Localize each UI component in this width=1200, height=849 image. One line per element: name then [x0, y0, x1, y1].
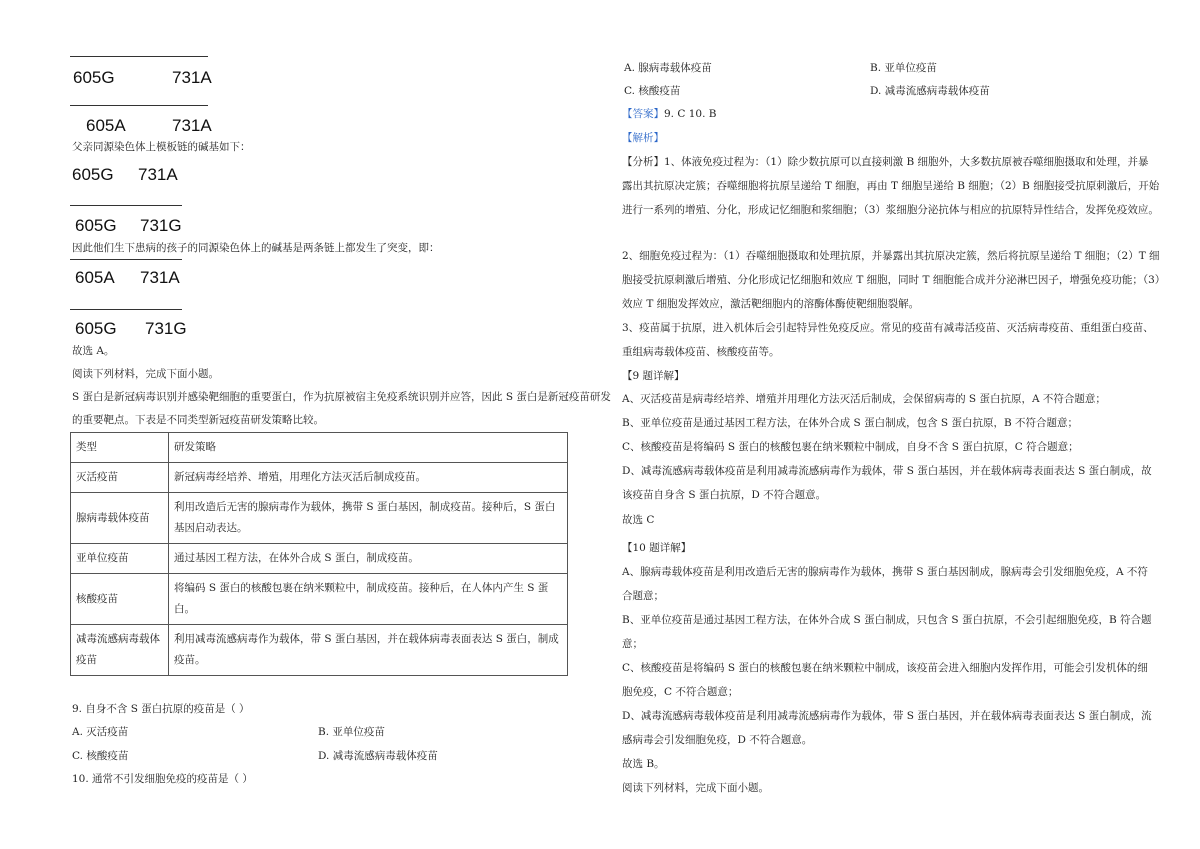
table-header-row	[71, 433, 568, 463]
q10-option-c: C. 核酸疫苗	[624, 85, 681, 97]
intro-line: 的重要靶点。下表是不同类型新冠疫苗研发策略比较。	[72, 414, 324, 426]
vaccine-table	[70, 432, 568, 676]
answer-label: 【答案】	[622, 108, 664, 120]
table-cell: 减毒流感病毒载体疫苗	[71, 625, 169, 676]
base-605: 605G	[75, 216, 117, 235]
base-731: 731A	[140, 268, 180, 287]
table-cell: 核酸疫苗	[71, 574, 169, 625]
q10-option-b: B. 亚单位疫苗	[870, 62, 937, 74]
q10-detail-line: C、核酸疫苗是将编码 S 蛋白的核酸包裹在纳米颗粒中制成，该疫苗会进入细胞内发挥作用，可能会引发机体的细	[622, 662, 1148, 674]
table-row	[71, 463, 568, 493]
strand-line	[70, 56, 208, 57]
answer-a: 故选 A。	[72, 345, 115, 357]
base-605: 605A	[75, 268, 115, 287]
base-605: 605G	[73, 68, 115, 87]
table-cell: 新冠病毒经培养、增殖，用理化方法灭活后制成疫苗。	[169, 463, 568, 493]
analysis-line: 露出其抗原决定簇；吞噬细胞将抗原呈递给 T 细胞，再由 T 细胞呈递给 B 细胞；（2）B 细胞接受抗原刺激后，开始	[622, 180, 1160, 192]
question-9: 9. 自身不含 S 蛋白抗原的疫苗是（ ）	[72, 703, 250, 715]
answer-line	[622, 107, 716, 121]
table-header: 类型	[71, 433, 169, 463]
q9-pick: 故选 C	[622, 514, 655, 526]
father-text: 父亲同源染色体上模板链的碱基如下：	[72, 141, 251, 153]
cell-immunity-line: 2、细胞免疫过程为：（1）吞噬细胞摄取和处理抗原，并暴露出其抗原决定簇，然后将抗原呈递给 T 细胞；（2）T 细	[622, 250, 1160, 262]
base-731: 731A	[172, 68, 212, 87]
q9-option-a: A. 灭活疫苗	[72, 726, 129, 738]
analysis-line: 进行一系列的增殖、分化，形成记忆细胞和浆细胞；（3）浆细胞分泌抗体与相应的抗原特异性结合，发挥免疫效应。	[622, 204, 1159, 216]
q10-detail-line: 感病毒会引发细胞免疫，D 不符合题意。	[622, 734, 813, 746]
cell-immunity-line: 胞接受抗原刺激后增殖、分化形成记忆细胞和效应 T 细胞，同时 T 细胞能合成并分泌淋巴因子，增强免疫功能；（3）	[622, 274, 1166, 286]
strand-line	[70, 309, 182, 310]
base-605: 605A	[86, 116, 126, 135]
question-10: 10. 通常不引发细胞免疫的疫苗是（ ）	[72, 773, 253, 785]
table-cell: 亚单位疫苗	[71, 544, 169, 574]
q10-detail-line: D、减毒流感病毒载体疫苗是利用减毒流感病毒作为载体，带 S 蛋白基因，并在载体病毒表面表达 S 蛋白制成，流	[622, 710, 1152, 722]
table-row	[71, 625, 568, 676]
answer-value: 9. C 10. B	[664, 108, 717, 120]
q9-option-b: B. 亚单位疫苗	[318, 726, 385, 738]
q9-detail-line: D、减毒流感病毒载体疫苗是利用减毒流感病毒作为载体，带 S 蛋白基因，并在载体病毒表面表达 S 蛋白制成，故	[622, 465, 1152, 477]
q10-detail-line: 合题意；	[622, 590, 664, 602]
table-row	[71, 574, 568, 625]
table-cell: 将编码 S 蛋白的核酸包裹在纳米颗粒中，制成疫苗。接种后，在人体内产生 S 蛋白。	[169, 574, 568, 625]
vaccine-line: 3、疫苗属于抗原，进入机体后会引起特异性免疫反应。常见的疫苗有减毒活疫苗、灭活病毒疫苗、重组蛋白疫苗、	[622, 322, 1154, 334]
q9-option-d: D. 减毒流感病毒载体疫苗	[318, 750, 438, 762]
q10-detail-label: 【10 题详解】	[622, 542, 692, 554]
base-605: 605G	[75, 319, 117, 338]
table-cell: 利用减毒流感病毒作为载体，带 S 蛋白基因，并在载体病毒表面表达 S 蛋白，制成疫苗。	[169, 625, 568, 676]
q9-detail-line: A、灭活疫苗是病毒经培养、增殖并用理化方法灭活后制成，会保留病毒的 S 蛋白抗原，A 不符合题意；	[622, 393, 1106, 405]
base-605: 605G	[72, 165, 114, 184]
q10-detail-line: A、腺病毒载体疫苗是利用改造后无害的腺病毒作为载体，携带 S 蛋白基因制成，腺病毒会引发细胞免疫，A 不符	[622, 566, 1148, 578]
table-cell: 灭活疫苗	[71, 463, 169, 493]
q10-option-a: A. 腺病毒载体疫苗	[624, 62, 712, 74]
intro-line: S 蛋白是新冠病毒识别并感染靶细胞的重要蛋白，作为抗原被宿主免疫系统识别并应答，因此 S 蛋白是新冠疫苗研发	[72, 391, 611, 403]
q9-detail-label: 【9 题详解】	[622, 370, 685, 382]
table-cell: 通过基因工程方法，在体外合成 S 蛋白，制成疫苗。	[169, 544, 568, 574]
child-text: 因此他们生下患病的孩子的同源染色体上的碱基是两条链上都发生了突变，即：	[72, 242, 440, 254]
q9-option-c: C. 核酸疫苗	[72, 750, 129, 762]
base-731: 731A	[138, 165, 178, 184]
base-731: 731G	[145, 319, 187, 338]
table-cell: 腺病毒载体疫苗	[71, 493, 169, 544]
table-row	[71, 493, 568, 544]
strand-line	[70, 205, 182, 206]
table-cell: 利用改造后无害的腺病毒作为载体，携带 S 蛋白基因，制成疫苗。接种后，S 蛋白基因启动表达。	[169, 493, 568, 544]
analysis-line: 【分析】1、体液免疫过程为：（1）除少数抗原可以直接刺激 B 细胞外，大多数抗原被吞噬细胞摄取和处理，并暴	[622, 156, 1149, 168]
base-731: 731G	[140, 216, 182, 235]
strand-line	[70, 105, 208, 106]
q10-pick: 故选 B。	[622, 758, 665, 770]
vaccine-line: 重组病毒载体疫苗、核酸疫苗等。	[622, 346, 780, 358]
q10-detail-line: 意；	[622, 638, 643, 650]
strand-line	[70, 259, 182, 260]
q10-detail-line: 胞免疫，C 不符合题意；	[622, 686, 739, 698]
read-material: 阅读下列材料，完成下面小题。	[72, 368, 219, 380]
analysis-label: 【解析】	[622, 132, 664, 144]
read-material-2: 阅读下列材料，完成下面小题。	[622, 782, 769, 794]
q9-detail-line: C、核酸疫苗是将编码 S 蛋白的核酸包裹在纳米颗粒中制成，自身不含 S 蛋白抗原，C 符合题意；	[622, 441, 1079, 453]
q10-option-d: D. 减毒流感病毒载体疫苗	[870, 85, 990, 97]
q9-detail-line: 该疫苗自身含 S 蛋白抗原，D 不符合题意。	[622, 489, 827, 501]
base-731: 731A	[172, 116, 212, 135]
table-row	[71, 544, 568, 574]
cell-immunity-line: 效应 T 细胞发挥效应，激活靶细胞内的溶酶体酶使靶细胞裂解。	[622, 298, 920, 310]
q10-detail-line: B、亚单位疫苗是通过基因工程方法，在体外合成 S 蛋白制成，只包含 S 蛋白抗原，不会引起细胞免疫，B 符合题	[622, 614, 1152, 626]
table-header: 研发策略	[169, 433, 568, 463]
q9-detail-line: B、亚单位疫苗是通过基因工程方法，在体外合成 S 蛋白制成，包含 S 蛋白抗原，B 不符合题意；	[622, 417, 1079, 429]
